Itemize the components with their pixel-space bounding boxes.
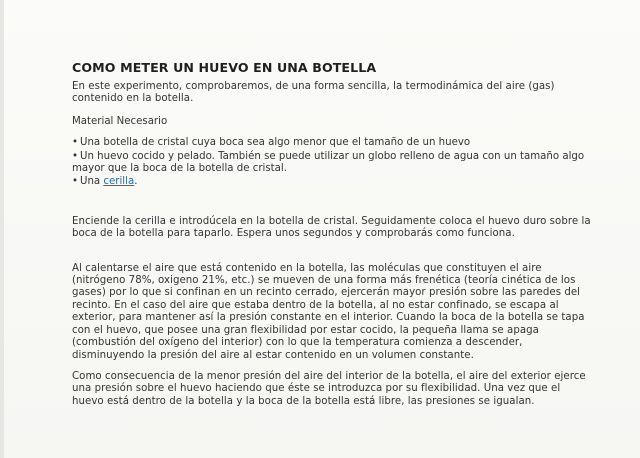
- page-title: COMO METER UN HUEVO EN UNA BOTELLA: [72, 60, 377, 75]
- list-item-text: Una: [80, 176, 104, 188]
- intro-paragraph: En este experimento, comprobaremos, de una forma sencilla, la termodinámica del aire (gas) contenido en la botella.: [72, 81, 555, 105]
- bullet-glyph: •: [72, 176, 79, 188]
- list-item-text: Una botella de cristal cuya boca sea algo menor que el tamaño de un huevo: [80, 137, 471, 149]
- document-content: [72, 60, 592, 408]
- list-item: [72, 176, 592, 188]
- materials-list: [72, 137, 592, 189]
- instructions-paragraph: Enciende la cerilla e introdúcela en la botella de cristal. Seguidamente coloca el huevo duro sobre la boca de la botella para taparlo. Espera unos segundos y comprobarás como funciona.: [72, 215, 591, 240]
- bullet-glyph: •: [72, 137, 79, 149]
- bullet-glyph: •: [72, 150, 79, 162]
- list-item-text: Un huevo cocido y pelado. También se puede utilizar un globo relleno de agua con un tamaño algo mayor que la boca de la botella de cristal.: [72, 150, 585, 175]
- scan-edge: [0, 0, 4, 458]
- list-item: [72, 137, 592, 149]
- cerilla-link[interactable]: cerilla: [103, 176, 135, 188]
- list-item: [72, 151, 592, 176]
- list-item-suffix: .: [134, 176, 138, 188]
- explanation-paragraph-2: Como consecuencia de la menor presión del aire del interior de la botella, el aire del exterior ejerce una presión sobre el huevo haciendo que éste se introduzca por su flexibilidad. Una vez que el huevo está dentro de la botella y la boca de la botella está libre, las presiones se igualan.: [72, 370, 586, 407]
- materials-heading: Material Necesario: [72, 115, 168, 127]
- explanation-paragraph-1: Al calentarse el aire que está contenido en la botella, las moléculas que constituyen el aire (nitrógeno 78%, oxigeno 21%, etc.) se mueven de una forma más frenética (teoría cinética de los gases) por lo que si confinan en un recinto cerrado, ejercerán mayor presión sobre las paredes del recinto. En el caso del aire que estaba dentro de la botella, al no estar confinado, se escapa al exterior, para mantener así la presión constante en el interior. Cuando la boca de la botella se tapa con el huevo, que posee una gran flexibilidad por estar cocido, la pequeña llama se apaga (combustión del oxígeno del interior) con lo que la temperatura comienza a descender, disminuyendo la presión del aire al estar contenido en un volumen constante.: [72, 262, 585, 361]
